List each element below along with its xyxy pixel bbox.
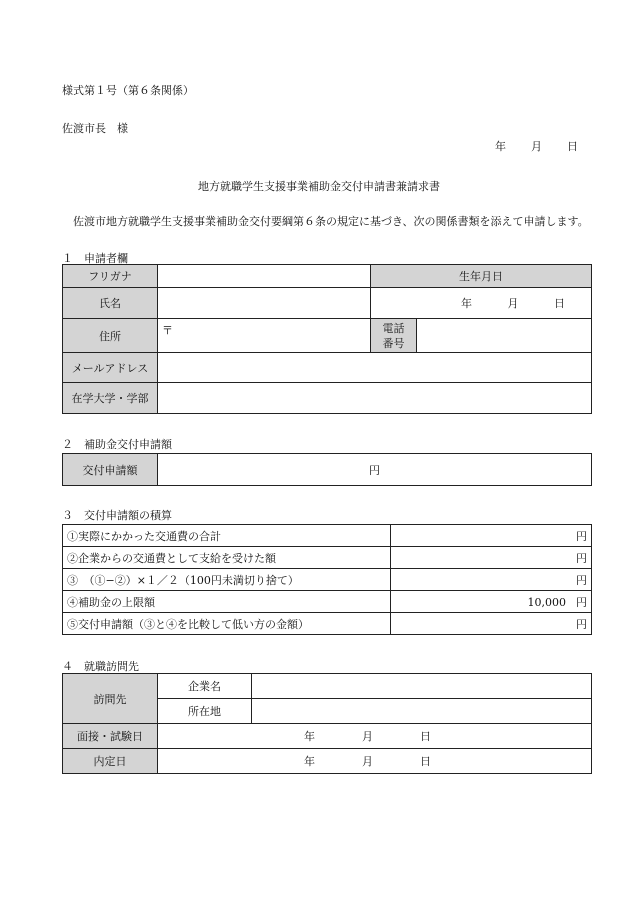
offer-year: 年: [304, 755, 315, 768]
calc-row: [63, 613, 592, 635]
interview-label: 面接・試験日: [63, 724, 158, 749]
phone-label: [371, 319, 417, 353]
name-field[interactable]: [158, 288, 371, 319]
birthdate-label: 生年月日: [371, 265, 592, 288]
calc-row-unit: 円: [576, 617, 587, 631]
calc-row: [63, 591, 592, 613]
calc-row-amount[interactable]: [391, 591, 592, 613]
calc-row-label: ②企業からの交通費として支給を受けた額: [63, 547, 391, 569]
offer-day: 日: [420, 755, 431, 768]
interview-month: 月: [362, 730, 373, 743]
email-field[interactable]: [158, 353, 592, 383]
interview-year: 年: [304, 730, 315, 743]
date-month: 月: [531, 140, 542, 153]
furigana-field[interactable]: [158, 265, 371, 288]
offer-label: 内定日: [63, 749, 158, 774]
calc-row-label: ③ （①−②）×１／２（100円未満切り捨て）: [63, 569, 391, 591]
visit-table: [62, 673, 592, 774]
calc-row-value: 10,000: [527, 595, 566, 609]
university-field[interactable]: [158, 383, 592, 414]
addressee: 佐渡市長 様: [62, 122, 128, 135]
intro-paragraph: 佐渡市地方就職学生支援事業補助金交付要綱第６条の規定に基づき、次の関係書類を添えて申請します。: [73, 215, 589, 228]
company-label: 企業名: [158, 674, 252, 699]
form-number: 様式第１号（第６条関係）: [62, 84, 194, 97]
amount-field[interactable]: [158, 454, 592, 486]
phone-label-line2: 番号: [382, 336, 405, 350]
calc-row-unit: 円: [576, 529, 587, 543]
university-label: 在学大学・学部: [63, 383, 158, 414]
section4-heading: ４ 就職訪問先: [62, 660, 139, 673]
date-day: 日: [567, 140, 578, 153]
calc-row-unit: 円: [576, 551, 587, 565]
email-label: メールアドレス: [63, 353, 158, 383]
location-label: 所在地: [158, 699, 252, 724]
birth-year-label: 年: [461, 297, 472, 310]
interview-date-field[interactable]: [158, 724, 592, 749]
amount-table: [62, 453, 592, 486]
visit-label: 訪問先: [63, 674, 158, 724]
document-title: 地方就職学生支援事業補助金交付申請書兼請求書: [198, 180, 440, 193]
applicant-table: [62, 264, 592, 414]
company-field[interactable]: [252, 674, 592, 699]
name-label: 氏名: [63, 288, 158, 319]
furigana-label: フリガナ: [63, 265, 158, 288]
calc-row: [63, 547, 592, 569]
calc-row: [63, 525, 592, 547]
calc-row-amount[interactable]: [391, 547, 592, 569]
offer-month: 月: [362, 755, 373, 768]
calc-row-label: ⑤交付申請額（③と④を比較して低い方の金額）: [63, 613, 391, 635]
phone-label-line1: 電話: [382, 321, 405, 335]
calculation-table: [62, 524, 592, 635]
address-field[interactable]: [158, 319, 371, 353]
calc-row-amount[interactable]: [391, 525, 592, 547]
calc-row: [63, 569, 592, 591]
address-label: 住所: [63, 319, 158, 353]
phone-field[interactable]: [417, 319, 592, 353]
interview-day: 日: [420, 730, 431, 743]
calc-row-label: ①実際にかかった交通費の合計: [63, 525, 391, 547]
location-field[interactable]: [252, 699, 592, 724]
date-year: 年: [495, 140, 506, 153]
section1-heading: １ 申請者欄: [62, 252, 128, 265]
birthdate-field[interactable]: [371, 288, 592, 319]
offer-date-field[interactable]: [158, 749, 592, 774]
calc-row-unit: 円: [576, 595, 587, 609]
birth-day-label: 日: [554, 297, 565, 310]
section2-heading: ２ 補助金交付申請額: [62, 438, 172, 451]
postal-mark: 〒: [162, 324, 173, 337]
calc-row-label: ④補助金の上限額: [63, 591, 391, 613]
calc-row-amount[interactable]: [391, 569, 592, 591]
amount-yen: 円: [369, 463, 380, 477]
amount-label: 交付申請額: [63, 454, 158, 486]
birth-month-label: 月: [507, 297, 519, 310]
section3-heading: ３ 交付申請額の積算: [62, 509, 172, 522]
calc-row-amount[interactable]: [391, 613, 592, 635]
calc-row-unit: 円: [576, 573, 587, 587]
